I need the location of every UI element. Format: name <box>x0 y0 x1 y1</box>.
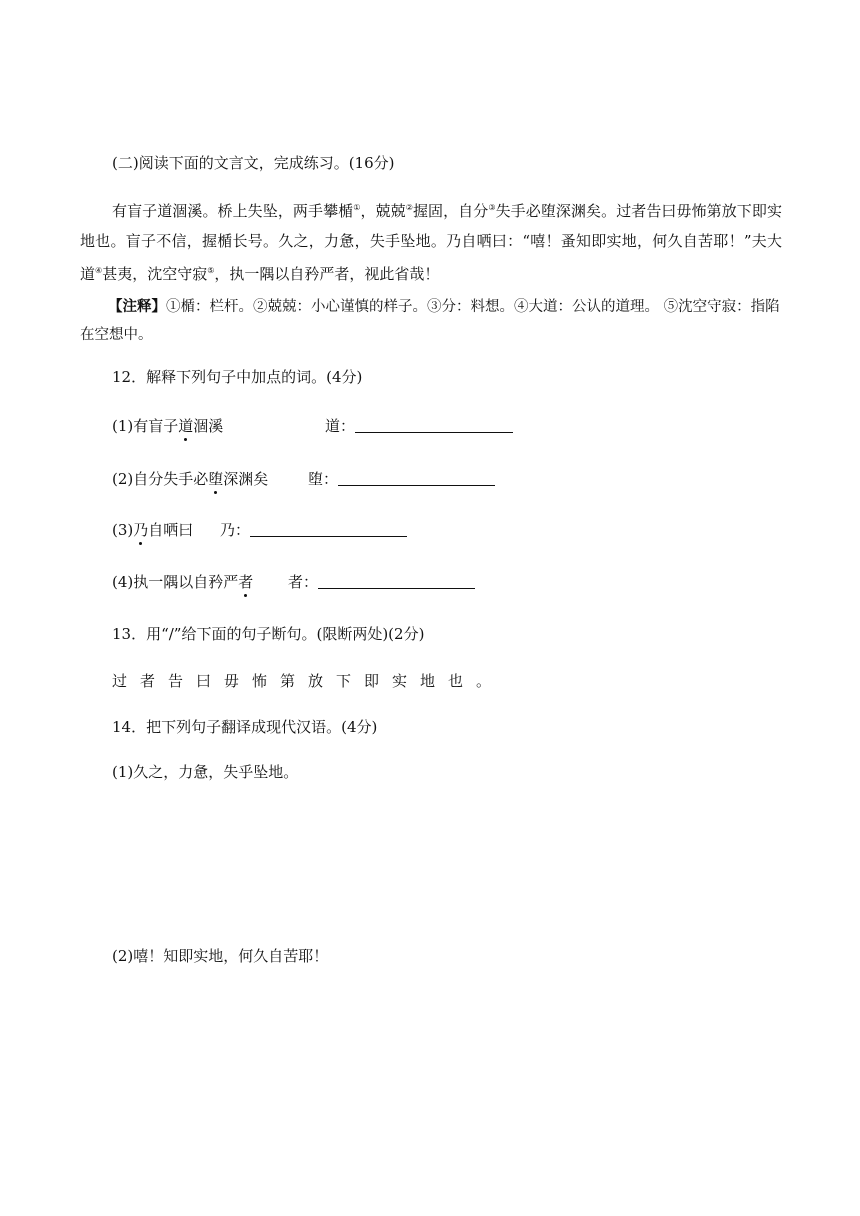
annotation-notes <box>80 293 782 349</box>
dotted-char: 堕 <box>208 470 224 488</box>
notes-text: ①楯：栏杆。②兢兢：小心谨慎的样子。③分：料想。④大道：公认的道理。 ⑤沈空守寂：指陷在空想中。 <box>80 299 780 343</box>
footnote-mark: ① <box>353 203 361 212</box>
answer-blank <box>338 485 495 486</box>
footnote-mark: ④ <box>95 266 103 275</box>
dotted-char: 者 <box>238 573 254 591</box>
q12-answer-1[interactable]: 道： <box>325 415 513 436</box>
q14-sentence-1: (1)久之，力惫，失乎坠地。 <box>112 763 299 781</box>
q13-sentence: 过者告曰毋怖第放下即实地也。 <box>112 672 505 690</box>
dotted-char: 道 <box>178 417 194 435</box>
footnote-mark: ③ <box>488 203 496 212</box>
classical-passage: 有盲子道涸溪。桥上失坠，两手攀楯①，兢兢②握固，自分③失手必堕深渊矣。过者告曰毋怖第放下即实地也。盲子不信，握楯长号。久之，力惫，失手坠地。乃自哂曰：“嘻！蚤知即实地，何久自苦耶！”夫大道④甚夷，沈空守寂⑤，执一隅以自矜严者，视此省哉！ <box>80 202 782 283</box>
dotted-char: 乃 <box>133 521 149 539</box>
q12-item-4: (4)执一隅以自矜严者 <box>112 573 254 591</box>
answer-blank <box>250 536 407 537</box>
q12-item-3: (3)乃自哂曰 <box>112 521 194 539</box>
footnote-mark: ② <box>405 203 413 212</box>
notes-label: 【注释】 <box>108 298 166 315</box>
footnote-mark: ⑤ <box>207 266 215 275</box>
q12-answer-4[interactable]: 者： <box>288 571 475 592</box>
q12-answer-2[interactable]: 堕： <box>308 468 495 489</box>
section-title: (二)阅读下面的文言文，完成练习。(16分) <box>112 154 395 172</box>
q14-title: 14．把下列句子翻译成现代汉语。(4分) <box>112 718 378 736</box>
q12-title: 12．解释下列句子中加点的词。(4分) <box>112 368 363 386</box>
q13-title: 13．用“/”给下面的句子断句。(限断两处)(2分) <box>112 625 425 643</box>
q12-answer-3[interactable]: 乃： <box>220 519 407 540</box>
q12-item-2: (2)自分失手必堕深渊矣 <box>112 470 269 488</box>
q14-sentence-2: (2)嘻！知即实地，何久自苦耶！ <box>112 947 329 965</box>
q12-item-1: (1)有盲子道涸溪 <box>112 417 224 435</box>
answer-blank <box>355 432 513 433</box>
answer-blank <box>318 588 475 589</box>
